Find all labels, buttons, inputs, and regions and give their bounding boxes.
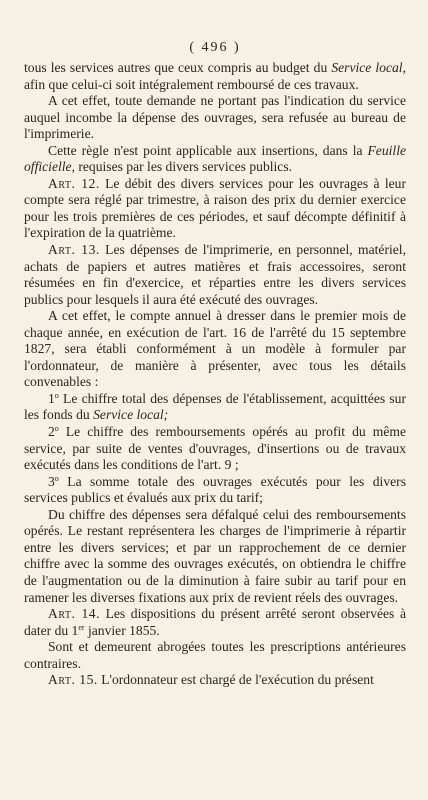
- paragraph: [24, 93, 406, 143]
- text-run: Cette règle n'est point applicable aux insertions, dans la: [48, 142, 368, 158]
- article-label: Art. 15.: [48, 672, 98, 688]
- paragraph: [24, 507, 406, 606]
- italic-text: Feuille officielle: [24, 142, 406, 175]
- paragraph: [24, 424, 406, 474]
- text-run: Le débit des divers services pour les ouvrages à leur compte sera réglé par trimestre, à raison des prix du dernier exercice pour les trois premières de ces périodes, et sauf décompte définitif à l'expiration de la quatrième.: [24, 175, 406, 241]
- superscript: o: [54, 473, 59, 483]
- paragraph: [24, 391, 406, 424]
- text-run: Le chiffre total des dépenses de l'établissement, acquittées sur les fonds du: [24, 390, 406, 423]
- paragraph: [24, 242, 406, 308]
- text-run: 3: [48, 473, 55, 489]
- italic-text: Service local;: [93, 407, 169, 423]
- text-run: 2: [48, 424, 55, 440]
- text-run: , afin que celui-ci soit intégralement remboursé de ces travaux.: [24, 60, 406, 92]
- italic-text: Service local: [331, 60, 403, 75]
- text-run: Sont et demeurent abrogées toutes les prescriptions antérieures contraires.: [24, 639, 406, 671]
- text-run: , requises par les divers services publics.: [71, 159, 293, 175]
- text-run: 1: [48, 390, 55, 406]
- paragraph: [24, 474, 406, 507]
- text-run: Le chiffre des remboursements opérés au profit du même service, par suite de ventes d'ouvrages, d'insertions ou de travaux exécutés dans les conditions de l'art. 9 ;: [24, 424, 406, 473]
- text-run: L'ordonnateur est chargé de l'exécution du présent: [97, 672, 374, 688]
- superscript: o: [54, 424, 59, 434]
- text-run: La somme totale des ouvrages exécutés pour les divers services publics et évalués aux prix du tarif;: [24, 473, 406, 506]
- paragraph: [24, 606, 406, 639]
- page-number: ( 496 ): [189, 40, 241, 55]
- text-run: A cet effet, le compte annuel à dresser dans le premier mois de chaque année, en exécution de l'art. 16 de l'arrêté du 15 septembre 1827, sera établi conformément à un modèle à formuler par l'ordonnateur, de manière à présenter, avec tous les détails convenables :: [24, 308, 406, 390]
- text-run: Les dispositions du présent arrêté seront observées à dater du 1: [24, 606, 406, 638]
- paragraph: [24, 308, 406, 391]
- paragraph: [24, 60, 406, 93]
- text-run: Du chiffre des dépenses sera défalqué celui des remboursements opérés. Le restant représentera les charges de l'imprimerie à répartir entre les divers services; et par un rapprochement de ce dernier chiffre avec la somme des ouvrages exécutés, on obtiendra le chiffre de l'augmentation ou de la diminution à faire subir au tarif pour en ramener les diverses fixations aux prix de revient réels des ouvrages.: [24, 506, 406, 605]
- paragraph: [24, 672, 406, 689]
- paragraph: [24, 143, 406, 176]
- superscript: er: [78, 622, 85, 632]
- paragraph: [24, 639, 406, 672]
- body-text: [24, 60, 406, 689]
- paragraph: [24, 176, 406, 242]
- text-run: A cet effet, toute demande ne portant pas l'indication du service auquel incombe la dépense des ouvrages, sera refusée au bureau de l'imprimerie.: [24, 93, 406, 142]
- article-label: Art. 13.: [48, 242, 100, 258]
- text-run: Les dépenses de l'imprimerie, en personnel, matériel, achats de papiers et autres matières et frais accessoires, seront résumées en fin d'exercice, et réparties entre les divers services publics pour lesquels il aura été exécuté des ouvrages.: [24, 242, 406, 307]
- article-label: Art. 14.: [48, 606, 100, 622]
- superscript: o: [54, 390, 59, 400]
- text-run: tous les services autres que ceux compris au budget du: [24, 60, 332, 75]
- article-label: Art. 12.: [48, 175, 100, 191]
- text-run: janvier 1855.: [84, 622, 160, 638]
